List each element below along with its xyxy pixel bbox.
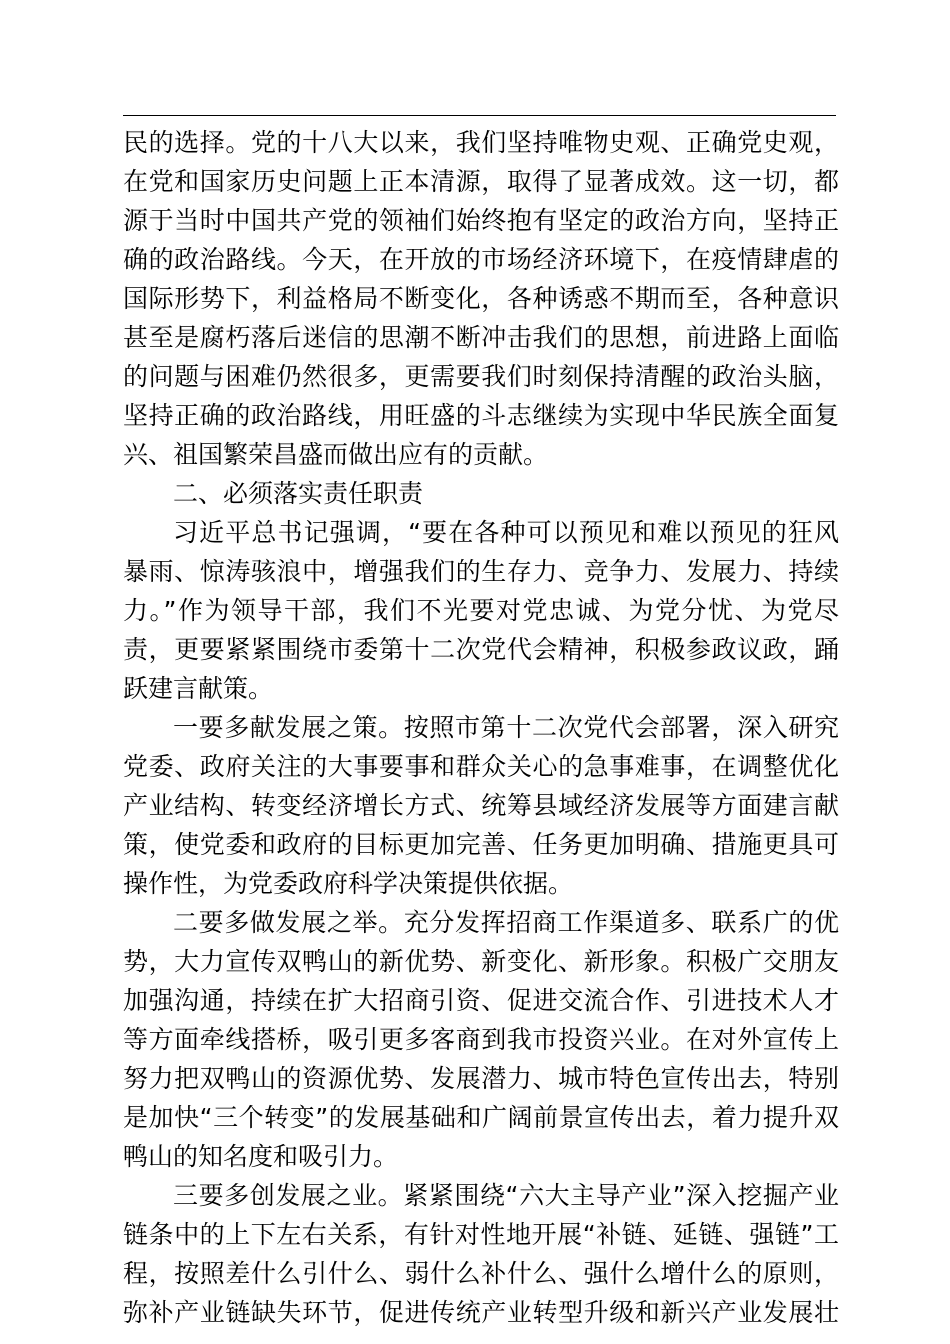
text-line: 国际形势下，利益格局不断变化，各种诱惑不期而至，各种意识 <box>123 284 839 313</box>
paragraph <box>123 903 839 1176</box>
heading-line: 二、必须落实责任职责 <box>173 479 424 508</box>
text-line: 甚至是腐朽落后迷信的思潮不断冲击我们的思想，前进路上面临 <box>123 323 839 352</box>
text-line: 确的政治路线。今天，在开放的市场经济环境下，在疫情肆虐的 <box>123 245 839 274</box>
text-line: 链条中的上下左右关系，有针对性地开展“补链、延链、强链”工 <box>123 1220 839 1249</box>
text-line: 习近平总书记强调，“要在各种可以预见和难以预见的狂风 <box>173 518 839 547</box>
text-line: 坚持正确的政治路线，用旺盛的斗志继续为实现中华民族全面复 <box>123 401 839 430</box>
body-text <box>123 123 839 1332</box>
text-line: 程，按照差什么引什么、弱什么补什么、强什么增什么的原则， <box>123 1259 839 1288</box>
text-line: 跃建言献策。 <box>123 674 274 703</box>
text-line: 势，大力宣传双鸭山的新优势、新变化、新形象。积极广交朋友 <box>123 947 839 976</box>
paragraph <box>123 1176 839 1332</box>
text-line: 民的选择。党的十八大以来，我们坚持唯物史观、正确党史观， <box>123 128 839 157</box>
paragraph <box>123 513 839 708</box>
text-line: 加强沟通，持续在扩大招商引资、促进交流合作、引进技术人才 <box>123 986 839 1015</box>
paragraph-continuation <box>123 123 839 474</box>
text-line: 力。”作为领导干部，我们不光要对党忠诚、为党分忧、为党尽 <box>123 596 839 625</box>
text-line: 一要多献发展之策。按照市第十二次党代会部署，深入研究 <box>173 713 839 742</box>
text-line: 努力把双鸭山的资源优势、发展潜力、城市特色宣传出去，特别 <box>123 1064 839 1093</box>
text-line: 暴雨、惊涛骇浪中，增强我们的生存力、竞争力、发展力、持续 <box>123 557 839 586</box>
text-line: 是加快“三个转变”的发展基础和广阔前景宣传出去，着力提升双 <box>123 1103 839 1132</box>
text-line: 二要多做发展之举。充分发挥招商工作渠道多、联系广的优 <box>173 908 839 937</box>
text-line: 在党和国家历史问题上正本清源，取得了显著成效。这一切，都 <box>123 167 839 196</box>
text-line: 的问题与困难仍然很多，更需要我们时刻保持清醒的政治头脑， <box>123 362 839 391</box>
text-line: 策，使党委和政府的目标更加完善、任务更加明确、措施更具可 <box>123 830 839 859</box>
text-line: 兴、祖国繁荣昌盛而做出应有的贡献。 <box>123 440 549 469</box>
header-rule <box>123 115 836 116</box>
text-line: 党委、政府关注的大事要事和群众关心的急事难事，在调整优化 <box>123 752 839 781</box>
paragraph <box>123 708 839 903</box>
text-line: 操作性，为党委政府科学决策提供依据。 <box>123 869 574 898</box>
text-line: 弥补产业链缺失环节，促进传统产业转型升级和新兴产业发展壮 <box>123 1298 839 1327</box>
text-line: 等方面牵线搭桥，吸引更多客商到我市投资兴业。在对外宣传上 <box>123 1025 839 1054</box>
text-line: 三要多创发展之业。紧紧围绕“六大主导产业”深入挖掘产业 <box>173 1181 839 1210</box>
text-line: 产业结构、转变经济增长方式、统筹县域经济发展等方面建言献 <box>123 791 839 820</box>
text-line: 鸭山的知名度和吸引力。 <box>123 1142 399 1171</box>
text-line: 责，更要紧紧围绕市委第十二次党代会精神，积极参政议政，踊 <box>123 635 839 664</box>
section-heading <box>123 474 839 513</box>
text-line: 源于当时中国共产党的领袖们始终抱有坚定的政治方向，坚持正 <box>123 206 839 235</box>
